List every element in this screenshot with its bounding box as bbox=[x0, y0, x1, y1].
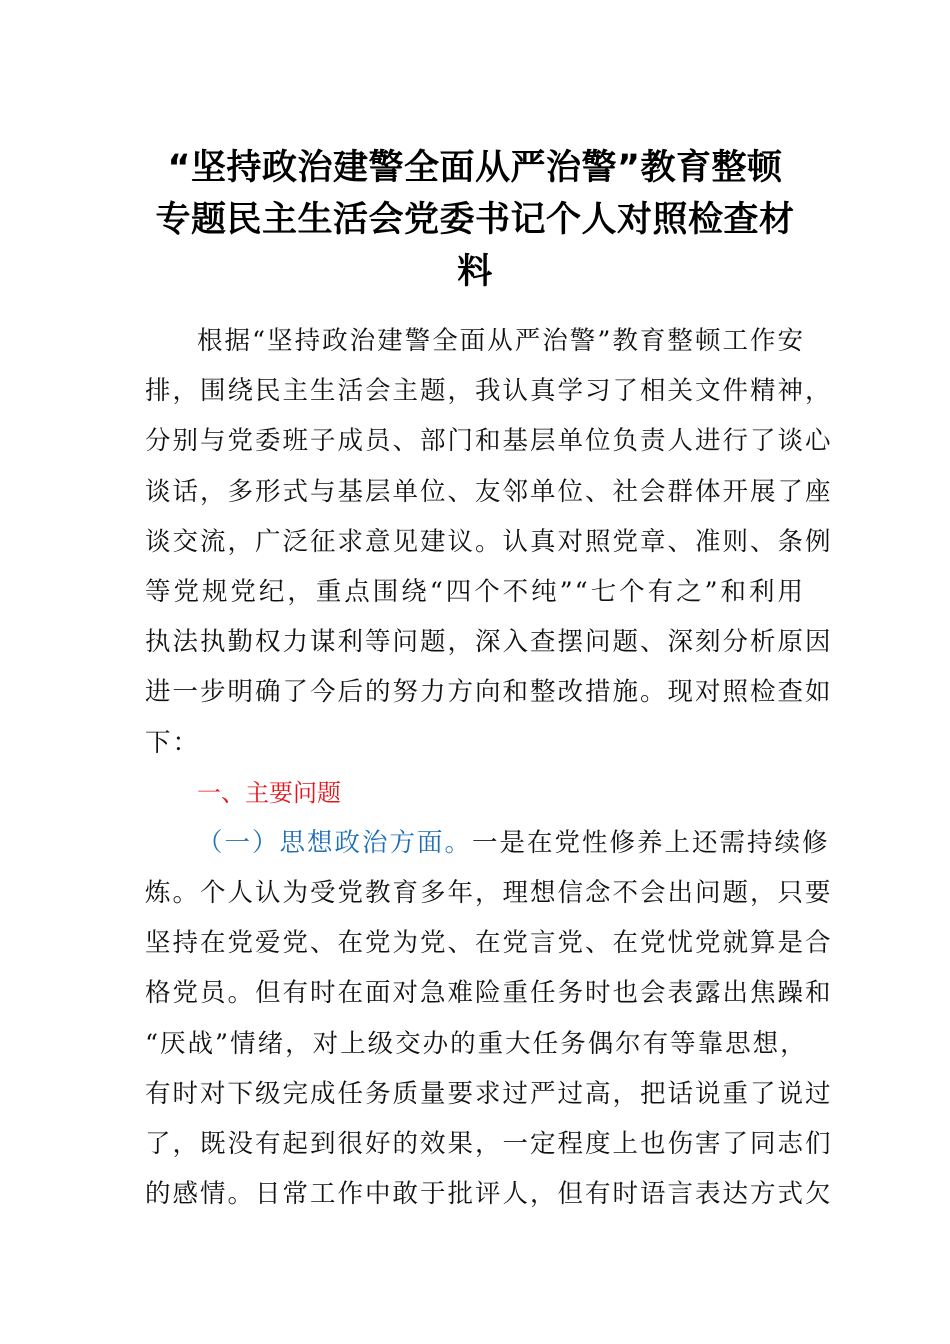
intro-line: 分别与党委班子成员、部门和基层单位负责人进行了谈心 bbox=[145, 426, 833, 457]
section-heading-main-problems: 一、主要问题 bbox=[197, 778, 341, 807]
intro-line: 进一步明确了今后的努力方向和整改措施。现对照检查如 bbox=[145, 677, 833, 708]
title-line-2: 专题民主生活会党委书记个人对照检查材 bbox=[155, 200, 795, 240]
intro-line: 执法执勤权力谋利等问题，深入查摆问题、深刻分析原因 bbox=[145, 627, 833, 658]
subsection-first-line-text: 一是在党性修养上还需持续修 bbox=[472, 827, 830, 858]
subsection-line: 格党员。但有时在面对急难险重任务时也会表露出焦躁和 bbox=[145, 978, 833, 1009]
title-line-1: “坚持政治建警全面从严治警”教育整顿 bbox=[167, 148, 783, 188]
subsection-heading: （一）思想政治方面。 bbox=[197, 827, 473, 858]
intro-line: 谈话，多形式与基层单位、友邻单位、社会群体开展了座 bbox=[145, 476, 833, 507]
intro-line: 下： bbox=[145, 727, 201, 758]
subsection-line: 的感情。日常工作中敢于批评人，但有时语言表达方式欠 bbox=[145, 1179, 833, 1210]
document-title bbox=[140, 142, 810, 298]
subsection-first-line bbox=[145, 818, 830, 868]
intro-paragraph bbox=[145, 316, 833, 768]
intro-line: 排，围绕民主生活会主题，我认真学习了相关文件精神， bbox=[145, 376, 833, 407]
intro-line: 等党规党纪，重点围绕“四个不纯”“七个有之”和利用 bbox=[145, 576, 805, 607]
subsection-line: 坚持在党爱党、在党为党、在党言党、在党忧党就算是合 bbox=[145, 928, 833, 959]
intro-line: 谈交流，广泛征求意见建议。认真对照党章、准则、条例 bbox=[145, 526, 833, 557]
subsection-ideology-politics bbox=[145, 818, 833, 1220]
subsection-line: 炼。个人认为受党教育多年，理想信念不会出问题，只要 bbox=[145, 878, 833, 909]
title-line-3: 料 bbox=[457, 252, 493, 292]
document-body bbox=[145, 316, 833, 1219]
subsection-line: 有时对下级完成任务质量要求过严过高，把话说重了说过 bbox=[145, 1078, 833, 1109]
subsection-line: 了，既没有起到很好的效果，一定程度上也伤害了同志们 bbox=[145, 1129, 833, 1159]
intro-line: 根据“坚持政治建警全面从严治警”教育整顿工作安 bbox=[197, 326, 805, 356]
subsection-line: “厌战”情绪，对上级交办的重大任务偶尔有等靠思想， bbox=[145, 1028, 808, 1059]
